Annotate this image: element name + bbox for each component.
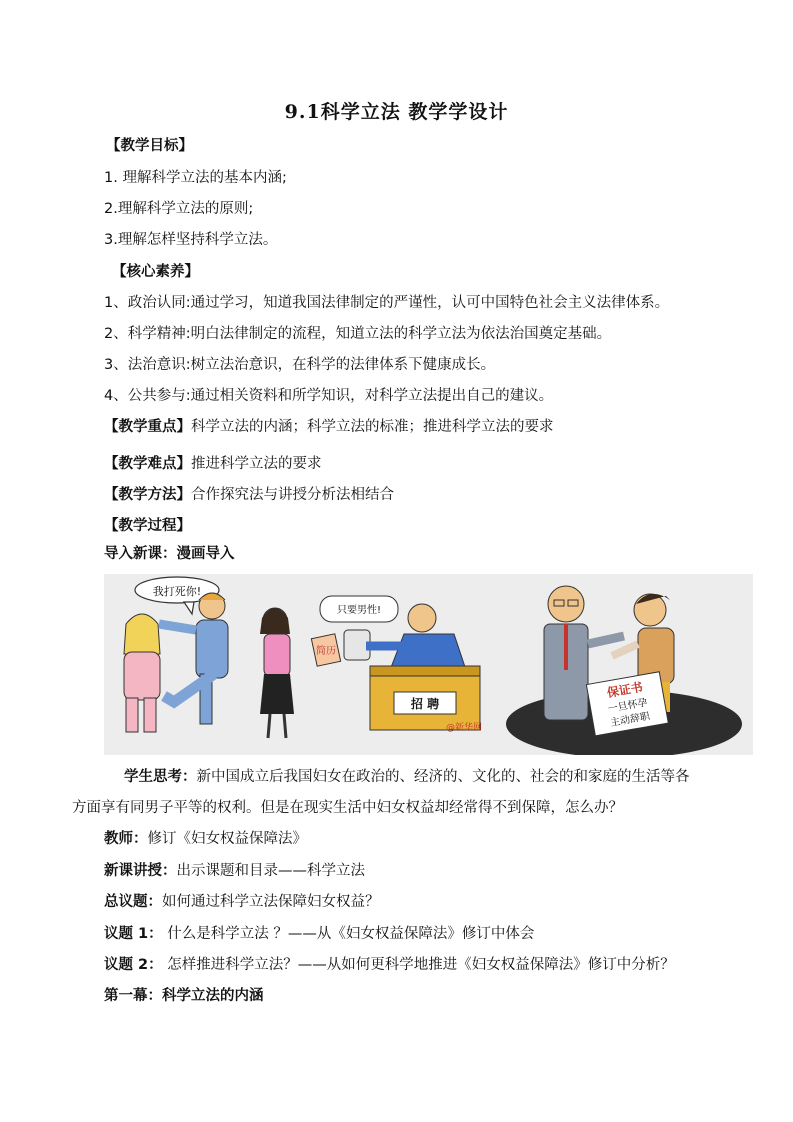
student-think-line xyxy=(124,767,690,787)
core-header: 【核心素养】 xyxy=(112,264,199,280)
comic-bubble-2: 只要男性! xyxy=(336,605,382,616)
topic-2-label: 议题 2： xyxy=(104,957,163,973)
method-line xyxy=(104,485,394,505)
lecture-text: 出示课题和目录——科学立法 xyxy=(176,863,365,879)
difficulty-text: 推进科学立法的要求 xyxy=(191,456,322,472)
comic-scene-hiring xyxy=(260,596,482,738)
key-points-label: 【教学重点】 xyxy=(104,419,191,435)
core-item-4: 4、公共参与:通过相关资料和所学知识，对科学立法提出自己的建议。 xyxy=(104,388,554,404)
core-item-2: 2、科学精神:明白法律制定的流程，知道立法的科学立法为依法治国奠定基础。 xyxy=(104,326,612,342)
guarantee-line-1: 一旦怀孕 xyxy=(607,697,649,716)
intro-heading: 导入新课：漫画导入 xyxy=(104,546,235,562)
comic-bubble-1: 我打死你! xyxy=(152,585,202,598)
core-item-1: 1、政治认同:通过学习，知道我国法律制定的严谨性，认可中国特色社会主义法律体系。 xyxy=(104,295,670,311)
goal-item-2: 2.理解科学立法的原则; xyxy=(104,201,254,217)
topic-2-line xyxy=(104,955,675,975)
comic-illustration xyxy=(104,574,753,755)
key-points-line xyxy=(104,417,554,437)
student-think-continued: 方面享有同男子平等的权利。但是在现实生活中妇女权益却经常得不到保障，怎么办？ xyxy=(72,800,623,816)
teacher-text: 修订《妇女权益保障法》 xyxy=(147,831,307,847)
guarantee-title: 保证书 xyxy=(605,679,644,701)
overall-topic-line xyxy=(104,892,380,912)
topic-1-label: 议题 1： xyxy=(104,926,163,942)
method-label: 【教学方法】 xyxy=(104,487,191,503)
document-title: 9.1科学立法 教学学设计 xyxy=(284,101,509,123)
goals-header: 【教学目标】 xyxy=(106,138,193,154)
topic-2-text: 怎样推进科学立法？——从如何更科学地推进《妇女权益保障法》修订中分析？ xyxy=(162,957,675,973)
overall-topic-text: 如何通过科学立法保障妇女权益？ xyxy=(162,894,380,910)
recruitment-sign: 招 聘 xyxy=(410,697,440,711)
guarantee-line-2: 主动辞职 xyxy=(609,711,651,729)
key-points-text: 科学立法的内涵；科学立法的标准；推进科学立法的要求 xyxy=(191,419,554,435)
topic-1-line xyxy=(104,924,534,944)
resume-label: 简历 xyxy=(316,646,336,657)
teacher-label: 教师： xyxy=(104,831,148,847)
goal-item-1: 1. 理解科学立法的基本内涵; xyxy=(104,170,287,186)
difficulty-label: 【教学难点】 xyxy=(104,456,191,472)
process-header: 【教学过程】 xyxy=(104,518,191,534)
lecture-label: 新课讲授： xyxy=(104,863,177,879)
student-think-text: 新中国成立后我国妇女在政治的、经济的、文化的、社会的和家庭的生活等各 xyxy=(196,769,690,785)
comic-scene-domestic-violence xyxy=(124,577,228,732)
method-text: 合作探究法与讲授分析法相结合 xyxy=(191,487,394,503)
goal-item-3: 3.理解怎样坚持科学立法。 xyxy=(104,232,278,248)
watermark-text: @新华网 xyxy=(445,723,483,733)
topic-1-text: 什么是科学立法 ？——从《妇女权益保障法》修订中体会 xyxy=(162,926,535,942)
act-1-heading: 第一幕：科学立法的内涵 xyxy=(104,988,264,1004)
comic-scene-guarantee xyxy=(506,586,742,755)
student-think-label: 学生思考： xyxy=(124,769,197,785)
overall-topic-label: 总议题： xyxy=(104,894,162,910)
lecture-line xyxy=(104,861,365,881)
teacher-line xyxy=(104,829,307,849)
difficulty-line xyxy=(104,454,322,474)
core-item-3: 3、法治意识:树立法治意识，在科学的法律体系下健康成长。 xyxy=(104,357,496,373)
